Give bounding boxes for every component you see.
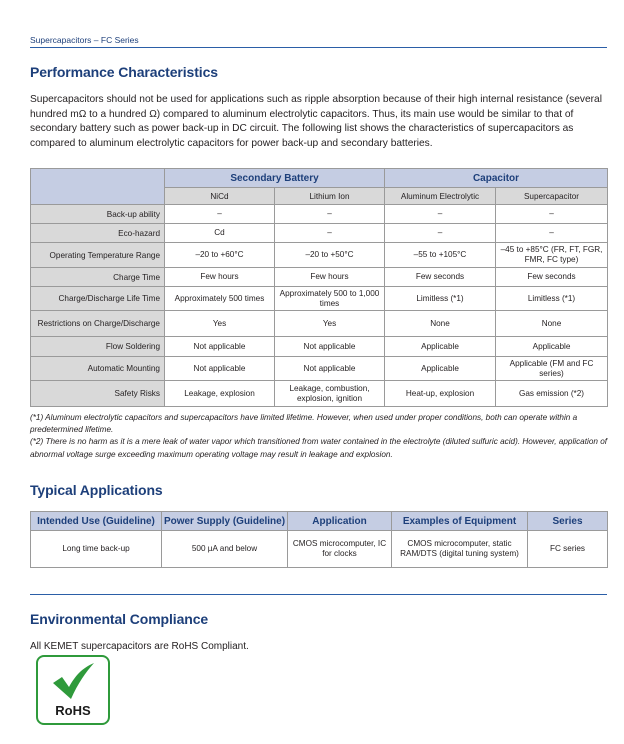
table-cell: Applicable (385, 337, 496, 357)
applications-header-row (31, 512, 608, 531)
row-label: Charge Time (31, 268, 165, 287)
row-label: Charge/Discharge Life Time (31, 287, 165, 311)
applications-title: Typical Applications (30, 482, 163, 498)
table-cell: Limitless (*1) (385, 287, 496, 311)
table-row (31, 381, 608, 407)
table-cell: Applicable (385, 357, 496, 381)
table-cell: Long time back-up (31, 531, 162, 568)
group-header-secondary-battery: Secondary Battery (165, 169, 385, 188)
table-cell: – (385, 224, 496, 243)
performance-table (30, 168, 608, 407)
table-cell: Applicable (496, 337, 608, 357)
rohs-label: RoHS (55, 703, 91, 718)
table-row (31, 243, 608, 268)
sub-header-aluminum-electrolytic: Aluminum Electrolytic (385, 188, 496, 205)
table-cell: Few seconds (496, 268, 608, 287)
table-cell: Not applicable (275, 357, 385, 381)
running-header: Supercapacitors – FC Series (30, 35, 139, 45)
table-cell: None (496, 311, 608, 337)
table-row (31, 357, 608, 381)
table-cell: – (496, 224, 608, 243)
table-cell: Leakage, explosion (165, 381, 275, 407)
environment-title: Environmental Compliance (30, 611, 209, 627)
header-intended-use: Intended Use (Guideline) (31, 512, 162, 531)
table-cell: None (385, 311, 496, 337)
applications-table (30, 511, 608, 568)
table-cell: Yes (165, 311, 275, 337)
header-power-supply: Power Supply (Guideline) (162, 512, 288, 531)
table-row (31, 205, 608, 224)
sub-header-supercapacitor: Supercapacitor (496, 188, 608, 205)
sub-header-lithium-ion: Lithium Ion (275, 188, 385, 205)
table-row (31, 311, 608, 337)
table-cell: – (165, 205, 275, 224)
table-cell: FC series (528, 531, 608, 568)
footnote-2: (*2) There is no harm as it is a mere leak of water vapor which transitioned from water contained in the electrolyte (diluted sulfuric acid). However, application of abnormal voltage surge exceeding maximum operating voltage may result in leakage and explosion. (30, 437, 608, 459)
table-cell: Yes (275, 311, 385, 337)
header-divider (30, 47, 607, 48)
table-cell: Approximately 500 to 1,000 times (275, 287, 385, 311)
footnotes (30, 412, 610, 461)
row-label: Operating Temperature Range (31, 243, 165, 268)
table-cell: –20 to +60°C (165, 243, 275, 268)
blank-header-cell (31, 169, 165, 205)
group-header-row (31, 169, 608, 188)
table-cell: – (385, 205, 496, 224)
row-label: Flow Soldering (31, 337, 165, 357)
sub-header-nicd: NiCd (165, 188, 275, 205)
table-cell: Few seconds (385, 268, 496, 287)
table-cell: CMOS microcomputer, IC for clocks (288, 531, 392, 568)
environment-text: All KEMET supercapacitors are RoHS Compliant. (30, 641, 249, 652)
header-series: Series (528, 512, 608, 531)
header-examples: Examples of Equipment (392, 512, 528, 531)
table-row (31, 287, 608, 311)
table-cell: Limitless (*1) (496, 287, 608, 311)
section-divider (30, 594, 607, 595)
table-cell: CMOS microcomputer, static RAM/DTS (digital tuning system) (392, 531, 528, 568)
performance-title: Performance Characteristics (30, 64, 218, 80)
table-cell: Not applicable (165, 337, 275, 357)
table-cell: 500 µA and below (162, 531, 288, 568)
table-cell: –55 to +105°C (385, 243, 496, 268)
table-cell: – (496, 205, 608, 224)
table-cell: Leakage, combustion, explosion, ignition (275, 381, 385, 407)
table-cell: Few hours (165, 268, 275, 287)
table-cell: Few hours (275, 268, 385, 287)
row-label: Back-up ability (31, 205, 165, 224)
table-cell: Cd (165, 224, 275, 243)
group-header-capacitor: Capacitor (385, 169, 608, 188)
table-row (31, 224, 608, 243)
table-cell: Not applicable (275, 337, 385, 357)
table-cell: –20 to +50°C (275, 243, 385, 268)
table-cell: Gas emission (*2) (496, 381, 608, 407)
table-row (31, 268, 608, 287)
table-cell: Heat-up, explosion (385, 381, 496, 407)
table-cell: Not applicable (165, 357, 275, 381)
checkmark-icon (50, 661, 96, 703)
row-label: Automatic Mounting (31, 357, 165, 381)
footnote-1: (*1) Aluminum electrolytic capacitors and supercapacitors have limited lifetime. However, when used under proper conditions, both can operate within a predetermined lifetime. (30, 413, 578, 435)
table-cell: Approximately 500 times (165, 287, 275, 311)
table-cell: –45 to +85°C (FR, FT, FGR, FMR, FC type) (496, 243, 608, 268)
header-application: Application (288, 512, 392, 531)
rohs-badge (36, 655, 110, 725)
row-label: Safety Risks (31, 381, 165, 407)
row-label: Restrictions on Charge/Discharge (31, 311, 165, 337)
performance-intro: Supercapacitors should not be used for applications such as ripple absorption because of their high internal resistance (several hundred mΩ to a hundred Ω) compared to aluminum electrolytic capacitors. Thus, its main use would be similar to that of secondary battery such as power back-up in DC circuit. The following list shows the characteristics of supercapacitors as compared to aluminum electrolytic capacitors for power back-up and secondary batteries. (30, 94, 602, 149)
table-cell: – (275, 205, 385, 224)
table-cell: – (275, 224, 385, 243)
row-label: Eco-hazard (31, 224, 165, 243)
table-row (31, 531, 608, 568)
table-cell: Applicable (FM and FC series) (496, 357, 608, 381)
table-row (31, 337, 608, 357)
